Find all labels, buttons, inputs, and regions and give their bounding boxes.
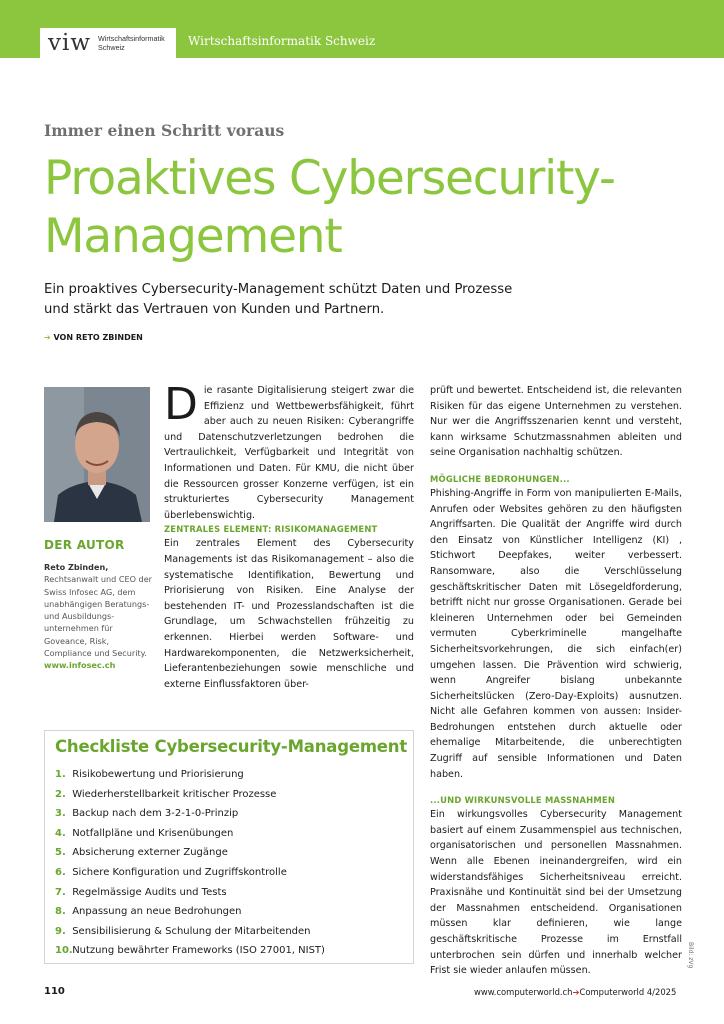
checklist-number: 10. (55, 945, 73, 957)
checklist-text: Nutzung bewährter Frameworks (ISO 27001, NIST) (72, 945, 325, 957)
intro-paragraph: ie rasante Digitalisierung steigert zwar die Effizienz und Wettbewerbsfähigkeit, führt aber auch zu neuen Risiken: Cyberangriffe und Datenschutzverletzungen bedrohen die Vertraulichkeit, Verfügbarkeit und Integrität von Informationen und Daten. Für KMU, die nicht über die Ressourcen grosser Konzerne verfügen, ist ein strukturiertes Cybersecurity Management überlebenswichtig. (164, 385, 414, 521)
logo-line1: Wirtschaftsinformatik (98, 34, 165, 43)
checklist-number: 3. (55, 808, 66, 820)
article-title: Proaktives Cybersecurity-Management (44, 151, 615, 264)
logo-text (98, 34, 165, 52)
arrow-right-icon: ➔ (572, 987, 580, 997)
author-website-link[interactable]: www.infosec.ch (44, 660, 116, 671)
checklist-title: Checkliste Cybersecurity-Management (55, 737, 408, 756)
subheading-threats: MÖGLICHE BEDROHUNGEN... (430, 473, 570, 484)
checklist-number: 8. (55, 906, 66, 918)
checklist-number: 9. (55, 925, 66, 937)
checklist-item (55, 785, 325, 805)
subheading-measures: ...UND WIRKUNSVOLLE MASSNAHMEN (430, 795, 616, 806)
checklist-item (55, 863, 325, 883)
paragraph-measures: Ein wirkungsvolles Cybersecurity Management basiert auf einem Zusammenspiel aus technischen, organisatorischen und personellen Massnahmen. Wenn alle Ebenen ineinandergreifen, wird ein widerstandsfähiges Sicherheitsniveau erreicht. Praxisnähe und Kontinuität sind bei der Umsetzung der Massnahmen entscheidend. Organisationen müssen klar definieren, wie lange geschäftskritische Prozesse im Ernstfall unterbrochen sein dürfen und innerhalb welcher Frist sie wieder anlaufen müssen. (430, 809, 682, 977)
checklist-number: 7. (55, 886, 66, 898)
checklist-text: Anpassung an neue Bedrohungen (72, 906, 242, 918)
checklist-text: Sensibilisierung & Schulung der Mitarbeitenden (72, 925, 311, 937)
drop-cap: D (164, 379, 198, 430)
checklist-number: 5. (55, 847, 66, 859)
article-kicker: Immer einen Schritt voraus (44, 121, 285, 140)
checklist-text: Sichere Konfiguration und Zugriffskontrolle (72, 866, 287, 878)
checklist-item (55, 941, 325, 961)
checklist-text: Backup nach dem 3-2-1-0-Prinzip (72, 808, 239, 820)
arrow-right-icon: ➔ (44, 333, 51, 342)
checklist-text: Wiederherstellbarkeit kritischer Prozesse (72, 788, 277, 800)
paragraph-threats: Phishing-Angriffe in Form von manipulierten E-Mails, Anrufen oder Websites gehören zu den häufigsten Angriffsarten. Die Qualität der Angriffe wird durch den Einsatz von Künstlicher Intelligenz (KI) , Stichwort Deepfakes, weiter verbessert. Ransomware, also die Verschlüsselung geschäftskritischer Daten mit Lösegeldforderung, betrifft nicht nur grosse Organisationen. Gerade bei kleineren Unternehmen oder bei Gemeinden vermuten Cyberkriminelle mangelhafte Sicherheitsvorkehrungen, die sich einfach(er) umgehen lassen. Die Prävention wird schwierig, wenn Angreifer bislang unbekannte Sicherheitslücken (Zero-Day-Exploits) ausnutzen. Nicht alle Gefahren kommen von aussen: Insider-Bedrohungen entstehen durch aktuelle oder ehemalige Mitarbeitende, die unberechtigten Zugriff auf sensible Informationen und Daten haben. (430, 487, 682, 780)
body-column-1 (164, 379, 414, 692)
checklist-list (55, 765, 325, 961)
author-description: Rechtsanwalt und CEO der Swiss Infosec AG, dem unabhängigen Beratungs- und Ausbildungs-unternehmen für Goveance, Risk, Compliance und Security. (44, 574, 152, 659)
subheading-risk: ZENTRALES ELEMENT: RISIKOMANAGEMENT (164, 524, 378, 535)
checklist-item (55, 765, 325, 785)
footer-issue: Computerworld 4/2025 (579, 987, 677, 997)
footer-source (474, 987, 676, 997)
checklist-item (55, 843, 325, 863)
body-column-2 (430, 383, 682, 979)
author-name: Reto Zbinden, (44, 562, 109, 572)
checklist-number: 4. (55, 827, 66, 839)
checklist-item (55, 804, 325, 824)
checklist-text: Risikobewertung und Priorisierung (72, 769, 244, 780)
byline-text: VON RETO ZBINDEN (53, 333, 143, 342)
checklist-item (55, 824, 325, 844)
checklist-item (55, 902, 325, 922)
checklist-number: 6. (55, 866, 66, 878)
logo-line2: Schweiz (98, 43, 125, 52)
checklist-text: Regelmässige Audits und Tests (72, 886, 227, 898)
paragraph-risk-continued: prüft und bewertet. Entscheidend ist, die relevanten Risiken für das eigene Unternehmen zu verstehen. Nur wer die Angriffsszenarien kennt und versteht, kann wirksame Schutzmassnahmen ableiten und seine Organisation nachhaltig schützen. (430, 385, 682, 459)
author-bio (44, 561, 154, 672)
paragraph-risk: Ein zentrales Element des Cybersecurity Managements ist das Risikomanagement – also die systematische Identifikation, Bewertung und Priorisierung von Risiken. Eine Analyse der bestehenden IT- und Prozesslandschaften ist die Grundlage, um Schwachstellen frühzeitig zu erkennen. Hierbei werden Software- und Hardwarekomponenten, die Netzwerksicherheit, Lieferantenbeziehungen sowie menschliche und externe Einflussfaktoren über- (164, 538, 414, 690)
page-number: 110 (44, 986, 65, 997)
checklist-number: 1. (55, 769, 66, 780)
checklist-text: Absicherung externer Zugänge (72, 847, 228, 859)
author-photo (44, 387, 150, 522)
section-title: Wirtschaftsinformatik Schweiz (188, 34, 376, 48)
viw-logo: viw (48, 30, 92, 56)
author-heading: DER AUTOR (44, 538, 125, 552)
article-lead: Ein proaktives Cybersecurity-Management schützt Daten und Prozesse und stärkt das Vertrauen von Kunden und Partnern. (44, 282, 513, 317)
checklist-box (44, 730, 414, 964)
checklist-number: 2. (55, 788, 66, 800)
checklist-item (55, 922, 325, 942)
byline (44, 333, 143, 342)
checklist-text: Notfallpläne und Krisenübungen (72, 827, 234, 839)
checklist-item (55, 883, 325, 903)
photo-credit: Bild: zVg (687, 942, 694, 969)
footer-website-link[interactable]: www.computerworld.ch (474, 987, 573, 997)
